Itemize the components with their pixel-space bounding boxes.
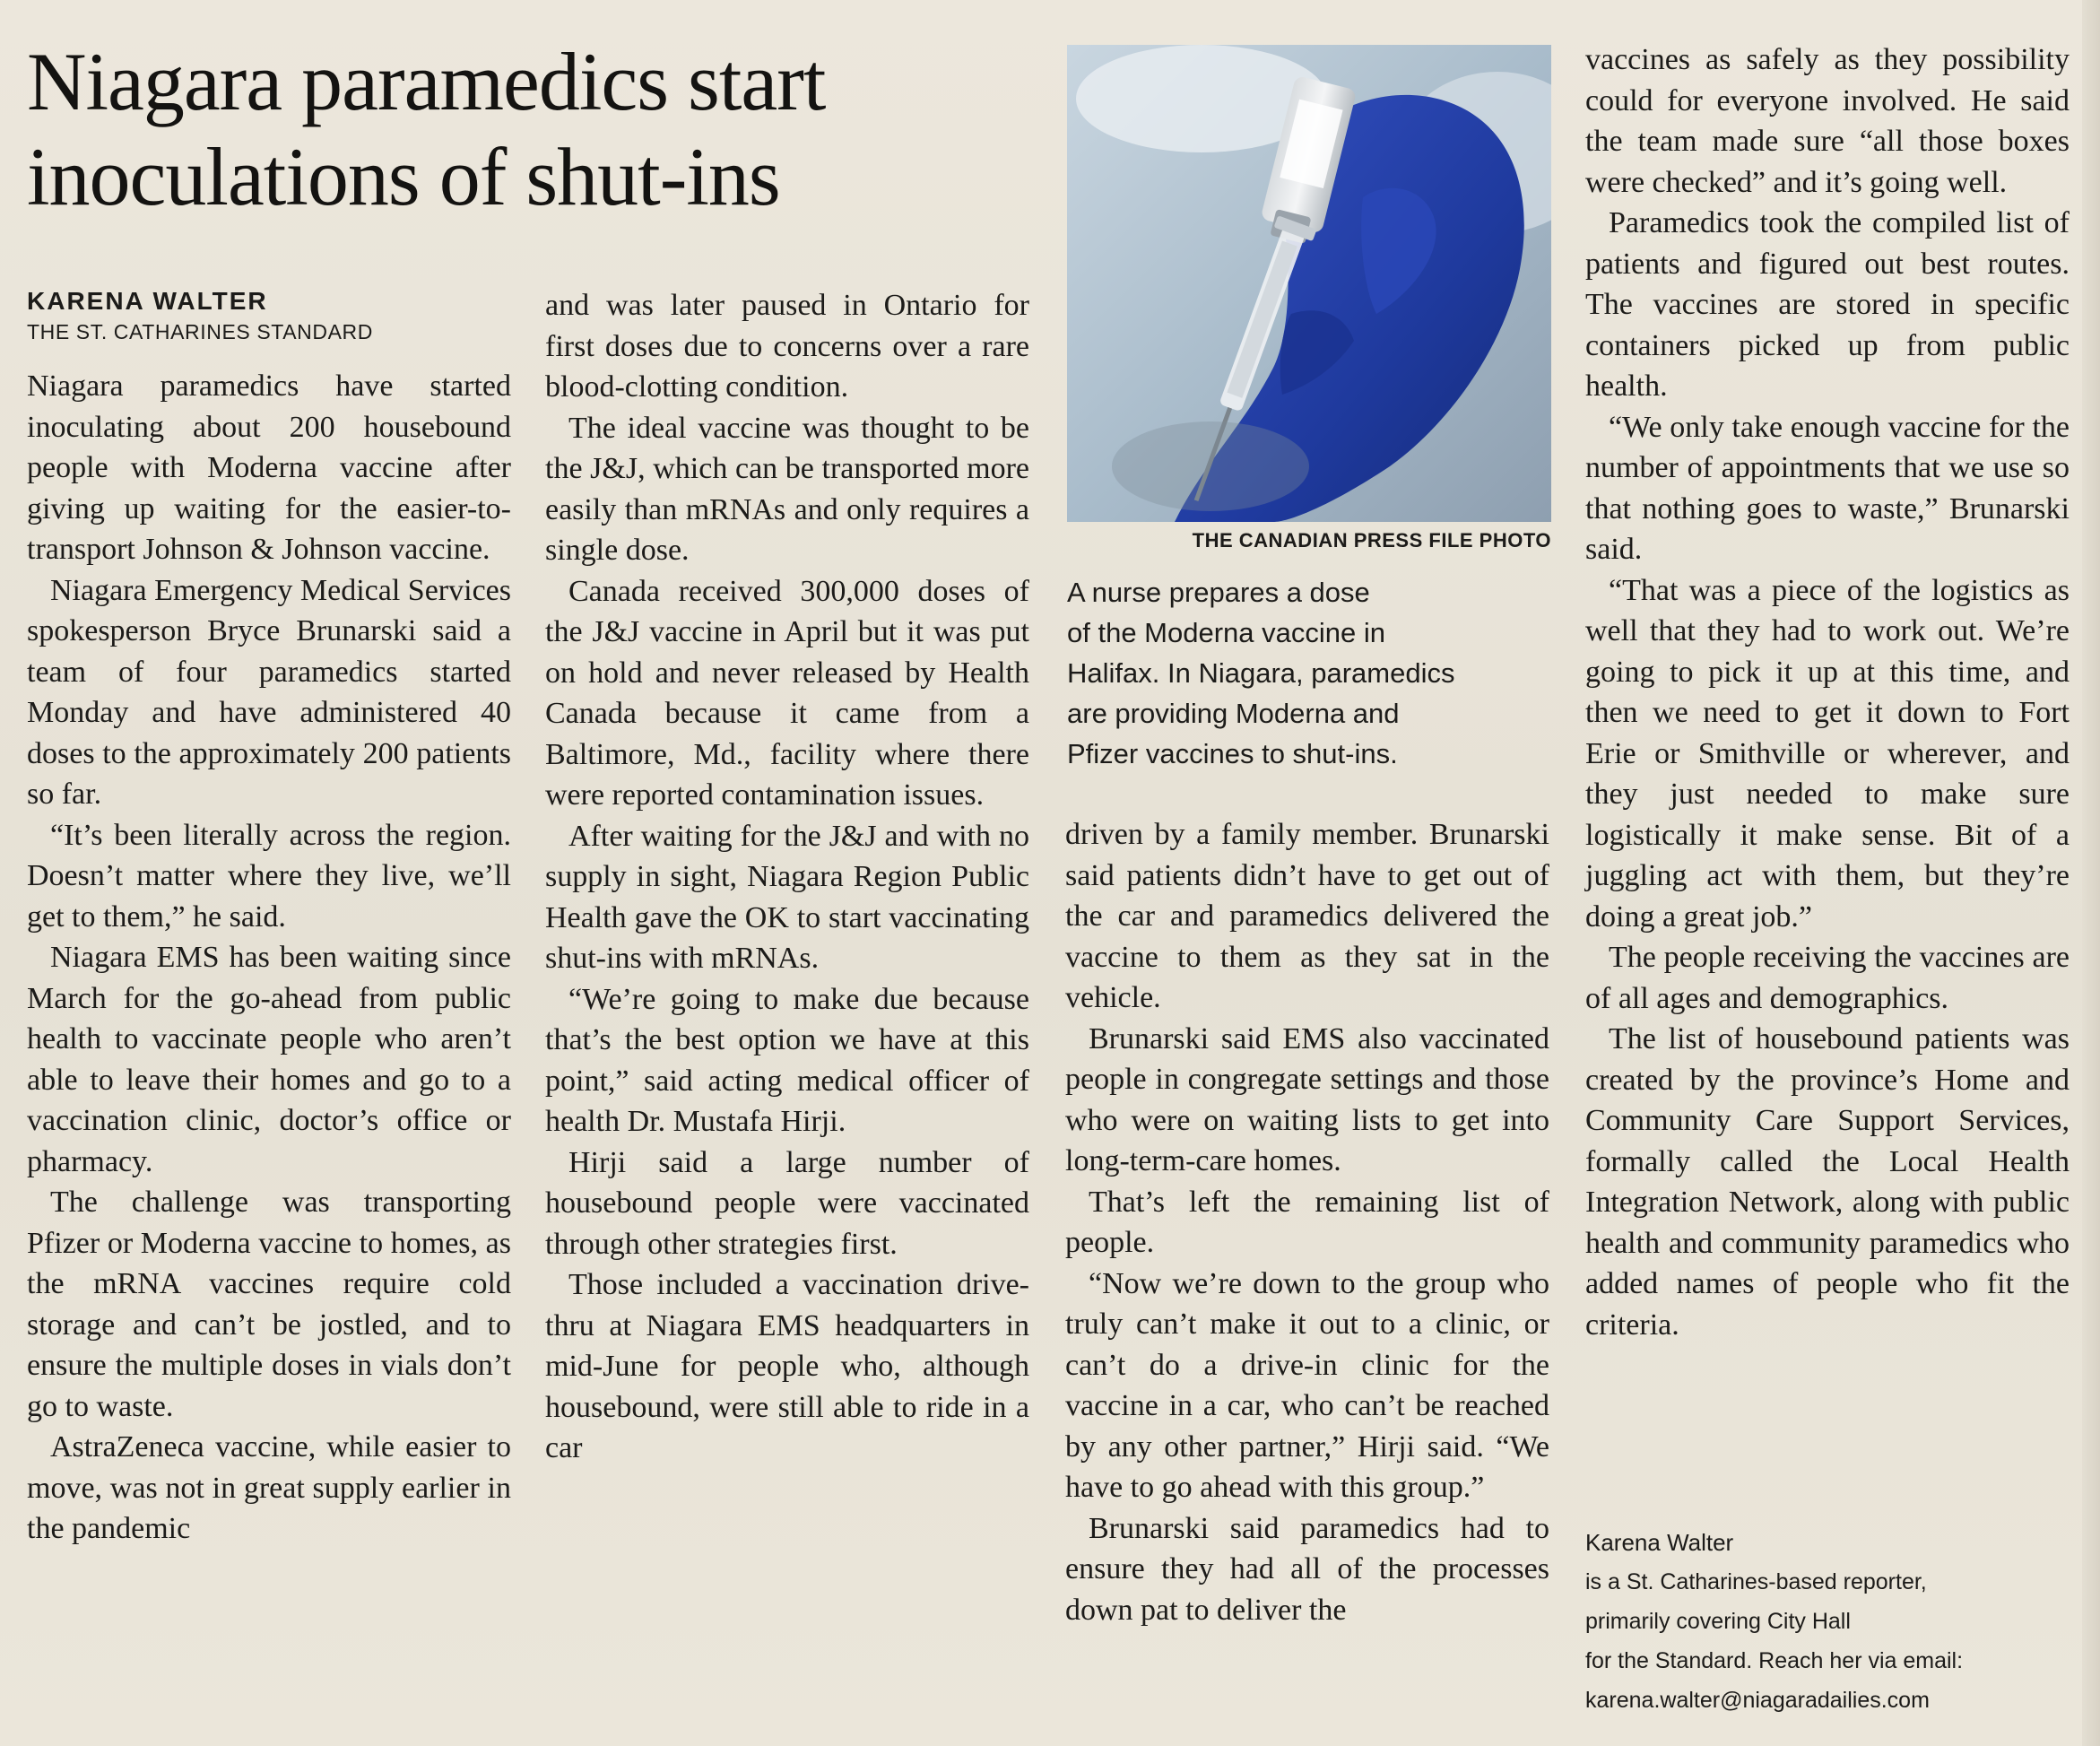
bio-line: primarily covering City Hall <box>1585 1609 1851 1634</box>
headline <box>27 34 1058 224</box>
bio-line: is a St. Catharines-based reporter, <box>1585 1569 1927 1594</box>
paragraph: Brunarski said paramedics had to ensure they had all of the processes down pat to deliver the <box>1065 1511 1549 1627</box>
paragraph: “Now we’re down to the group who truly can’t make it out to a clinic, or can’t do a drive-in clinic for the vaccine in a car, who can’t be reached by any other partner,” Hirji said. “We have to go ahead with this group.” <box>1065 1266 1549 1504</box>
paragraph: “It’s been literally across the region. Doesn’t matter where they live, we’ll get to them,” he said. <box>27 818 511 934</box>
adjacent-page-edge <box>2082 0 2100 1746</box>
caption-line: of the Moderna vaccine in <box>1067 617 1385 648</box>
headline-line: inoculations of shut-ins <box>27 131 780 222</box>
paragraph: vaccines as safely as they possibility could for everyone involved. He said the team made sure “all those boxes were checked” and it’s going well. <box>1585 43 2070 199</box>
caption-line: A nurse prepares a dose <box>1067 577 1370 608</box>
article-column-4 <box>1585 39 2070 1729</box>
caption-line: Halifax. In Niagara, paramedics <box>1067 657 1455 689</box>
paragraph: Hirji said a large number of housebound people were vaccinated through other strategies first. <box>545 1145 1029 1261</box>
paragraph: Those included a vaccination drive-thru at Niagara EMS headquarters in mid-June for people who, although housebound, were still able to ride in a car <box>545 1268 1029 1464</box>
paragraph: Canada received 300,000 doses of the J&J vaccine in April but it was put on hold and never released by Health Canada because it came from a Baltimore, Md., facility where there were reported contamination issues. <box>545 574 1029 812</box>
paragraph: AstraZeneca vaccine, while easier to move, was not in great supply earlier in the pandemic <box>27 1430 511 1545</box>
byline-author: KARENA WALTER <box>27 287 268 315</box>
paragraph: The list of housebound patients was created by the province’s Home and Community Care Support Services, formally called the Local Health Integration Network, along with public health and community paramedics who added names of people who fit the criteria. <box>1585 1022 2070 1342</box>
author-bio <box>1585 1523 2082 1720</box>
article-column-3 <box>1065 814 1549 1729</box>
paragraph: Niagara paramedics have started inoculating about 200 housebound people with Moderna vaccine after giving up waiting for the easier-to-transport Johnson & Johnson vaccine. <box>27 369 511 566</box>
paragraph: and was later paused in Ontario for first doses due to concerns over a rare blood-clotting condition. <box>545 289 1029 404</box>
article-column-2 <box>545 285 1029 1729</box>
photo-caption <box>1067 572 1551 774</box>
bio-line: for the Standard. Reach her via email: <box>1585 1648 1964 1673</box>
caption-line: Pfizer vaccines to shut-ins. <box>1067 738 1398 769</box>
paragraph: Paramedics took the compiled list of patients and figured out best routes. The vaccines are stored in specific containers picked up from public health. <box>1585 206 2070 403</box>
paragraph: Niagara Emergency Medical Services spokesperson Bryce Brunarski said a team of four paramedics started Monday and have administered 40 doses to the approximately 200 patients so far. <box>27 573 511 811</box>
paragraph: That’s left the remaining list of people. <box>1065 1185 1549 1259</box>
paragraph: The people receiving the vaccines are of all ages and demographics. <box>1585 941 2070 1015</box>
caption-line: are providing Moderna and <box>1067 698 1400 729</box>
vaccine-photo-illustration <box>1067 45 1551 522</box>
paragraph: The challenge was transporting Pfizer or Moderna vaccine to homes, as the mRNA vaccines require cold storage and can’t be jostled, and to ensure the multiple doses in vials don’t go to waste. <box>27 1186 511 1423</box>
headline-line: Niagara paramedics start <box>27 36 826 127</box>
paragraph: The ideal vaccine was thought to be the J&J, which can be transported more easily than mRNAs and only requires a single dose. <box>545 411 1029 567</box>
photo-credit: THE CANADIAN PRESS FILE PHOTO <box>1192 529 1551 552</box>
paragraph: “We only take enough vaccine for the number of appointments that we use so that nothing goes to waste,” Brunarski said. <box>1585 410 2070 566</box>
paragraph: driven by a family member. Brunarski said patients didn’t have to get out of the car and paramedics delivered the vaccine to them as they sat in the vehicle. <box>1065 818 1549 1014</box>
byline-outlet: THE ST. CATHARINES STANDARD <box>27 320 373 343</box>
bio-author-name: Karena Walter <box>1585 1529 1734 1556</box>
author-email: karena.walter@niagaradailies.com <box>1585 1688 1930 1713</box>
paragraph: Brunarski said EMS also vaccinated people in congregate settings and those who were on waiting lists to get into long-term-care homes. <box>1065 1021 1549 1177</box>
byline <box>27 285 529 346</box>
article-column-1 <box>27 366 511 1729</box>
paragraph: “That was a piece of the logistics as well that they had to work out. We’re going to pick it up at this time, and then we need to get it down to Fort Erie or Smithville or wherever, and they just needed to make sure logistically it make sense. Bit of a juggling act with them, but they’re doing a great job.” <box>1585 573 2070 934</box>
paragraph: After waiting for the J&J and with no supply in sight, Niagara Region Public Health gave the OK to start vaccinating shut-ins with mRNAs. <box>545 819 1029 975</box>
paragraph: “We’re going to make due because that’s the best option we have at this point,” said acting medical officer of health Dr. Mustafa Hirji. <box>545 982 1029 1138</box>
news-photo <box>1067 45 1551 522</box>
paragraph: Niagara EMS has been waiting since March for the go-ahead from public health to vaccinate people who aren’t able to leave their homes and go to a vaccination clinic, doctor’s office or pharmacy. <box>27 941 511 1178</box>
